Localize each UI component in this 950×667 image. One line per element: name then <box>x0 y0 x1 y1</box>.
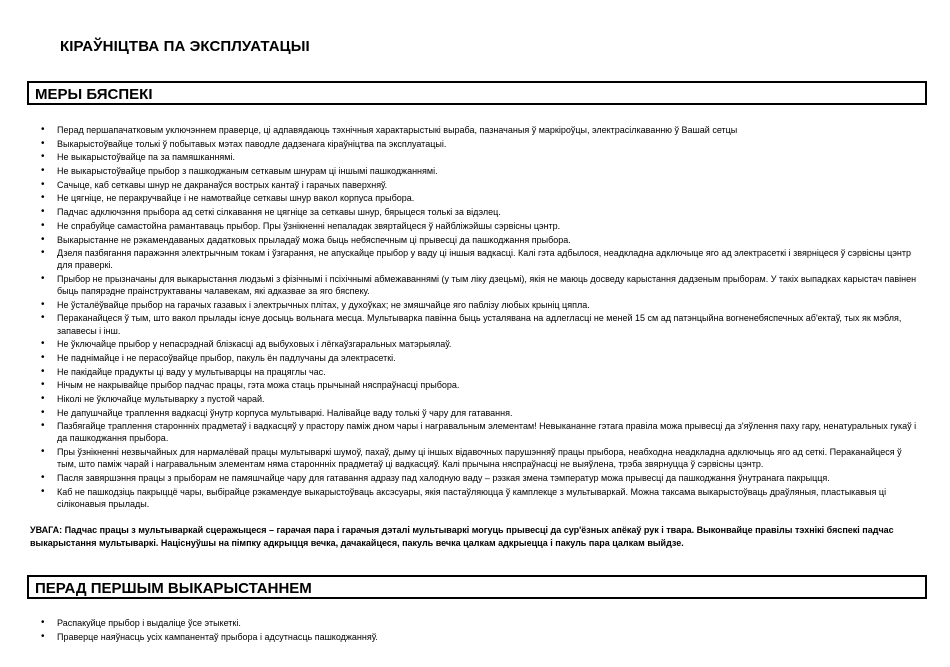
safety-item: • Прыбор не прызначаны для выкарыстання людзьмі з фізічнымі і псіхічнымі абмежаваннямі (у тым ліку дзецьмі), якія не маюць досведу карыстання дадзеным прыборам. У такіх выпадках карыстач павінен быць папярэдне праінструктаваны чалавекам, які адказвае за яго бяспеку. <box>57 273 917 297</box>
safety-item: • Выкарыстанне не рэкамендаваных дадатковых прыладаў можа быць небяспечным ці прывесці да пашкоджання прыбора. <box>57 234 917 246</box>
safety-item: • Перад першапачатковым уключэннем праверце, ці адпавядаюць тэхнічныя характарыстыкі выраба, пазначаныя ў маркіроўцы, электрасілкаванню ў Вашай сетцы <box>57 124 917 136</box>
safety-warning: УВАГА: Падчас працы з мультываркай сцеражыцеся – гарачая пара і гарачыя дэталі мультываркі могуць прывесці да сур'ёзных апёкаў рук і твара. Выконвайце правілы тэхнікі бяспекі падчас выкарыстання мультываркі. Націснуўшы на пімпку адкрыцця вечка, дачакайцеся, пакуль вечка цалкам адкрыецца і пакуль пара цалкам выйдзе. <box>30 525 894 548</box>
safety-item: • Сачыце, каб сеткавы шнур не дакранаўся вострых кантаў і гарачых паверхняў. <box>57 179 917 191</box>
safety-section-header <box>27 81 927 105</box>
safety-item: • Каб не пашкодзіць пакрыццё чары, выбірайце рэкамендуе выкарыстоўваць аксэсуары, якія пастаўляюцца ў камплекце з мультываркай. Можна таксама выкарыстоўваць драўляныя, пластыкавыя ці сіліконавыя прылады. <box>57 486 917 510</box>
safety-item: • Падчас адключэння прыбора ад сеткі сілкавання не цягніце за сеткавы шнур, бярыцеся толькі за відэлец. <box>57 206 917 218</box>
safety-item: • Пераканайцеся ў тым, што вакол прылады існуе досыць вольнага месца. Мультыварка павінна быць усталявана на адлегласці не меней 15 см ад патэнцыйна вогненебяспечных аб'ектаў, тых як мэбля, запавесы і інш. <box>57 312 917 336</box>
safety-item: • Не цягніце, не перакручвайце і не намотвайце сеткавы шнур вакол корпуса прыбора. <box>57 192 917 204</box>
safety-item: • Не ўключайце прыбор у непасрэднай блізкасці ад выбуховых і лёгкаўзгаральных матэрыялаў. <box>57 338 917 350</box>
safety-item: • Не спрабуйце самастойна рамантаваць прыбор. Пры ўзнікненні непаладак звяртайцеся ў найбліжэйшы сэрвісны цэнтр. <box>57 220 917 232</box>
first-use-heading: ПЕРАД ПЕРШЫМ ВЫКАРЫСТАННЕМ <box>35 580 312 597</box>
safety-item: • Не выкарыстоўвайце прыбор з пашкоджаным сеткавым шнурам ці іншымі пашкоджаннямі. <box>57 165 917 177</box>
safety-item: • Нічым не накрывайце прыбор падчас працы, гэта можа стаць прычынай няспраўнасці прыбора. <box>57 379 917 391</box>
safety-item: • Не паднімайце і не перасоўвайце прыбор, пакуль ён падлучаны да электрасеткі. <box>57 352 917 364</box>
safety-item: • Не пакідайце прадукты ці ваду у мультыварцы на працяглы час. <box>57 366 917 378</box>
first-use-list <box>57 617 917 644</box>
safety-item: • Пасля завяршэння працы з прыборам не памяшчайце чару для гатавання адразу пад халодную ваду – рэзкая змена тэмператур можа прывесці да пашкоджання ўнутранага пакрыцця. <box>57 472 917 484</box>
safety-item: • Не дапушчайце траплення вадкасці ўнутр корпуса мультываркі. Налівайце ваду толькі ў чару для гатавання. <box>57 407 917 419</box>
first-use-item: • Распакуйце прыбор і выдаліце ўсе этыкеткі. <box>57 617 917 629</box>
safety-item: • Выкарыстоўвайце толькі ў побытавых мэтах паводле дадзенага кіраўніцтва па эксплуатацыі. <box>57 138 917 150</box>
safety-item: • Пры ўзнікненні незвычайных для нармалёвай працы мультываркі шумоў, пахаў, дыму ці іншых відавочных парушэнняў працы прыбора, неабходна неадкладна адключыць яго ад сеткі. Пераканайцеся ў тым, што паміж чарай і награвальным элементам няма староннніх прадметаў ці вадкасцяў. Калі прычына няспраўнасці не выяўлена, трэба звярнуцца ў сэрвісны цэнтр. <box>57 446 917 470</box>
safety-heading: МЕРЫ БЯСПЕКІ <box>35 86 153 103</box>
safety-item: • Ніколі не ўключайце мультыварку з пустой чарай. <box>57 393 917 405</box>
document-title: КІРАЎНІЦТВА ПА ЭКСПЛУАТАЦЫІ <box>60 38 310 55</box>
first-use-item: • Праверце наяўнасць усіх кампанентаў прыбора і адсутнасць пашкоджанняў. <box>57 631 917 643</box>
safety-item: • Пазбягайце траплення староннніх прадметаў і вадкасцяў у прастору паміж дном чары і награвальным элементам! Невыкананне гэтага правіла можа прывесці да з'яўлення паху гару, ненатуральных гукаў і да пашкоджання прыбора. <box>57 420 917 444</box>
safety-list <box>57 124 917 511</box>
safety-item: • Дзеля пазбягання паражэння электрычным токам і ўзгарання, не апускайце прыбор у ваду ці іншыя вадкасці. Калі гэта адбылося, неадкладна адключыце яго ад электрасеткі і звярніцеся ў сэрвісны цэнтр для праверкі. <box>57 247 917 271</box>
safety-item: • Не ўсталёўвайце прыбор на гарачых газавых і электрычных плітах, у духоўках; не змяшчайце яго паблізу любых крыніц цяпла. <box>57 299 917 311</box>
first-use-section-header <box>27 575 927 599</box>
safety-item: • Не выкарыстоўвайце па за памяшканнямі. <box>57 151 917 163</box>
